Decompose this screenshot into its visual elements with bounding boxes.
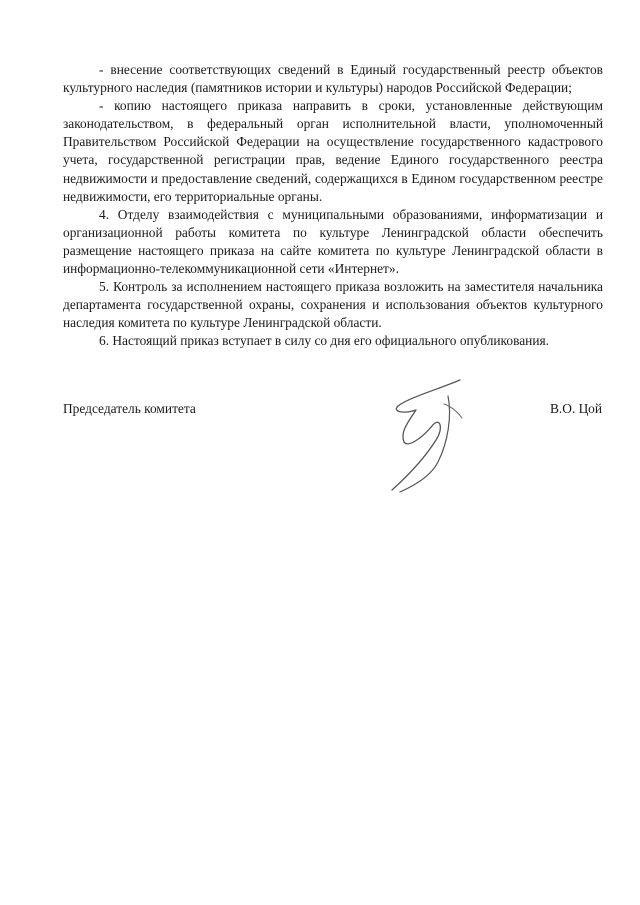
paragraph-item-4: 4. Отделу взаимодействия с муниципальными образованиями, информатизации и организационной работы комитета по культуре Ленинградской области обеспечить размещение настоящего приказа на сайте комитета по культуре Ленинградской области в информационно-телекоммуникационной сети «Интернет».	[63, 206, 603, 277]
handwritten-signature	[378, 376, 473, 496]
paragraph-item-5: 5. Контроль за исполнением настоящего приказа возложить на заместителя начальника департамента государственной охраны, сохранения и использования объектов культурного наследия комитета по культуре Ленинградской области.	[63, 279, 603, 331]
paragraph-copy-distribution: - копию настоящего приказа направить в сроки, установленные действующим законодательством, в федеральный орган исполнительной власти, уполномоченный Правительством Российской Федерации на осуществление государственного кадастрового учета, государственной регистрации прав, ведение Единого государственного реестра недвижимости и предоставление сведений, содержащихся в Едином государственном реестре недвижимости, его территориальные органы.	[63, 98, 603, 204]
document-body	[63, 61, 603, 351]
paragraph-item-6: 6. Настоящий приказ вступает в силу со дня его официального опубликования.	[99, 333, 549, 349]
signatory-title: Председатель комитета	[63, 401, 196, 416]
signatory-name: В.О. Цой	[550, 401, 602, 416]
paragraph-registry-entry: - внесение соответствующих сведений в Единый государственный реестр объектов культурного наследия (памятников истории и культуры) народов Российской Федерации;	[63, 62, 603, 96]
